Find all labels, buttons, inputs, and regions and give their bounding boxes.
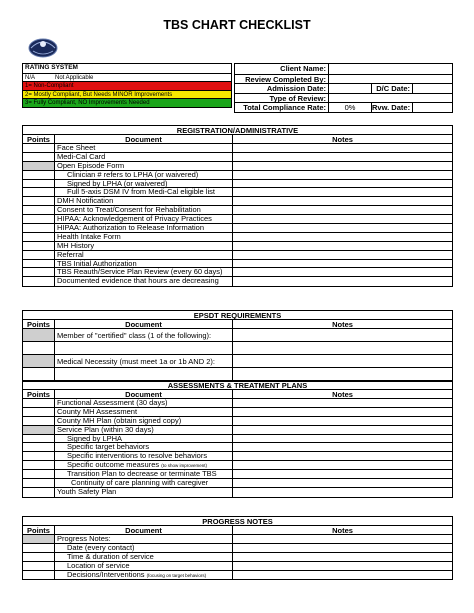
table-row — [23, 461, 452, 470]
document-cell: TBS Reauth/Service Plan Review (every 60 days) — [55, 268, 233, 276]
points-cell[interactable] — [23, 197, 55, 205]
document-cell: Progress Notes: — [55, 535, 233, 543]
points-cell[interactable] — [23, 188, 55, 196]
admission-date-field[interactable] — [329, 84, 371, 93]
notes-header: Notes — [332, 135, 353, 144]
document-header: Document — [55, 320, 233, 328]
points-cell[interactable] — [23, 233, 55, 241]
document-cell — [55, 342, 233, 354]
review-completed-by-field[interactable] — [329, 75, 452, 84]
dc-date-label: D/C Date: — [371, 84, 412, 93]
notes-cell[interactable] — [233, 452, 452, 460]
points-cell[interactable] — [23, 488, 55, 497]
document-cell: Location of service — [55, 562, 233, 570]
admission-date-row — [235, 83, 452, 93]
notes-cell[interactable] — [233, 153, 452, 161]
table-row — [23, 215, 452, 224]
document-cell: Transition Plan to decrease or terminate TBS — [55, 470, 233, 478]
notes-cell[interactable] — [233, 251, 452, 259]
client-info-box — [234, 63, 453, 113]
rvw-date-label: Rvw. Date: — [372, 103, 411, 112]
notes-cell[interactable] — [233, 215, 452, 223]
points-cell[interactable] — [23, 215, 55, 223]
rating-row-3 — [23, 98, 231, 107]
document-cell: Youth Safety Plan — [55, 488, 233, 497]
section-registration — [22, 125, 453, 287]
document-note: (focusing on target behaviors) — [146, 572, 207, 578]
points-cell — [23, 329, 55, 341]
notes-cell[interactable] — [233, 144, 452, 152]
points-cell[interactable] — [23, 544, 55, 552]
dc-date-field[interactable] — [412, 84, 452, 93]
points-cell[interactable] — [23, 144, 55, 152]
rating-label: 1= Non-Compliant — [25, 83, 74, 89]
document-cell — [55, 461, 233, 469]
document-header: Document — [55, 390, 233, 398]
points-cell[interactable] — [23, 443, 55, 451]
client-name-row — [235, 64, 452, 74]
section-title: REGISTRATION/ADMINISTRATIVE — [23, 126, 452, 135]
notes-cell[interactable] — [233, 417, 452, 425]
notes-cell[interactable] — [233, 180, 452, 188]
rating-row-2 — [23, 90, 231, 99]
table-row — [23, 268, 452, 277]
notes-cell[interactable] — [233, 329, 452, 341]
points-cell[interactable] — [23, 399, 55, 407]
document-cell: MH History — [55, 242, 233, 250]
page-title: TBS CHART CHECKLIST — [163, 18, 311, 32]
document-cell: Member of "certified" class (1 of the following): — [55, 329, 233, 341]
rating-system-legend — [22, 63, 232, 108]
points-cell[interactable] — [23, 180, 55, 188]
notes-cell[interactable] — [233, 197, 452, 205]
document-cell: DMH Notification — [55, 197, 233, 205]
table-row — [23, 452, 452, 461]
document-cell: County MH Assessment — [55, 408, 233, 416]
notes-cell[interactable] — [233, 488, 452, 497]
notes-cell[interactable] — [233, 268, 452, 276]
points-cell[interactable] — [23, 417, 55, 425]
table-row — [23, 399, 452, 408]
section-epsdt — [22, 310, 453, 382]
section-title: EPSDT REQUIREMENTS — [23, 311, 452, 320]
notes-cell[interactable] — [233, 562, 452, 570]
table-row — [23, 435, 452, 444]
notes-header: Notes — [332, 320, 353, 329]
points-cell — [23, 355, 55, 367]
table-row — [23, 197, 452, 206]
notes-cell[interactable] — [233, 408, 452, 416]
organization-logo — [27, 33, 59, 61]
points-cell[interactable] — [23, 461, 55, 469]
document-cell: Time & duration of service — [55, 553, 233, 561]
admission-date-label: Admission Date: — [235, 84, 329, 93]
document-cell: Specific interventions to resolve behaviors — [55, 452, 233, 460]
section-title: ASSESSMENTS & TREATMENT PLANS — [23, 381, 452, 390]
document-cell: Clinician # refers to LPHA (or waivered) — [55, 171, 233, 179]
notes-cell[interactable] — [233, 277, 452, 286]
document-header: Document — [55, 135, 233, 143]
notes-cell[interactable] — [233, 242, 452, 250]
table-row — [23, 206, 452, 215]
rating-label: Not Applicable — [55, 74, 94, 81]
table-row — [23, 153, 452, 162]
notes-cell[interactable] — [233, 435, 452, 443]
document-header: Document — [55, 526, 233, 534]
review-completed-by-row — [235, 74, 452, 84]
document-cell: Full 5-axis DSM IV from Medi-Cal eligible list — [55, 188, 233, 196]
points-cell[interactable] — [23, 562, 55, 570]
table-row — [23, 488, 452, 497]
client-name-label: Client Name: — [235, 64, 329, 74]
rating-label: 3= Fully Compliant, NO Improvements Needed — [25, 100, 150, 106]
compliance-rate-row — [235, 102, 452, 112]
table-row — [23, 277, 452, 286]
notes-cell[interactable] — [233, 461, 452, 469]
document-cell: Specific target behaviors — [55, 443, 233, 451]
document-cell: Consent to Treat/Consent for Rehabilitation — [55, 206, 233, 214]
compliance-rate-value: 0% — [344, 103, 356, 112]
document-cell: Health Intake Form — [55, 233, 233, 241]
points-cell[interactable] — [23, 479, 55, 487]
notes-cell[interactable] — [233, 470, 452, 478]
table-row — [23, 417, 452, 426]
points-cell[interactable] — [23, 153, 55, 161]
notes-cell[interactable] — [233, 171, 452, 179]
compliance-rate-label: Total Compliance Rate: — [235, 103, 329, 112]
notes-header: Notes — [332, 390, 353, 399]
points-cell[interactable] — [23, 268, 55, 276]
points-header: Points — [23, 526, 55, 534]
table-row — [23, 188, 452, 197]
section-progress-notes — [22, 516, 453, 580]
table-row — [23, 535, 452, 544]
table-row — [23, 162, 452, 171]
table-row — [23, 544, 452, 553]
rating-label: 2= Mostly Compliant, But Needs MINOR Improvements — [25, 91, 173, 98]
points-cell[interactable] — [23, 342, 55, 354]
column-header — [23, 526, 452, 535]
points-header: Points — [23, 390, 55, 398]
table-row — [23, 470, 452, 479]
document-cell: Medi-Cal Card — [55, 153, 233, 161]
document-cell: Functional Assessment (30 days) — [55, 399, 233, 407]
table-row — [23, 443, 452, 452]
points-cell — [23, 162, 55, 170]
points-cell[interactable] — [23, 452, 55, 460]
notes-cell[interactable] — [233, 553, 452, 561]
notes-cell[interactable] — [233, 355, 452, 367]
table-row — [23, 479, 452, 488]
points-cell[interactable] — [23, 260, 55, 268]
table-row — [23, 171, 452, 180]
notes-cell[interactable] — [233, 544, 452, 552]
notes-cell[interactable] — [233, 233, 452, 241]
points-cell — [23, 535, 55, 543]
document-cell: Continuity of care planning with caregiver — [55, 479, 233, 487]
document-cell: Date (every contact) — [55, 544, 233, 552]
section-title: PROGRESS NOTES — [23, 517, 452, 526]
document-cell: County MH Plan (obtain signed copy) — [55, 417, 233, 425]
notes-header: Notes — [332, 526, 353, 535]
table-row — [23, 260, 452, 269]
points-cell[interactable] — [23, 408, 55, 416]
notes-cell[interactable] — [233, 535, 452, 543]
document-cell — [55, 571, 233, 580]
document-cell: Open Episode Form — [55, 162, 233, 170]
table-row — [23, 342, 452, 355]
table-row — [23, 426, 452, 435]
points-cell[interactable] — [23, 553, 55, 561]
document-cell: Signed by LPHA — [55, 435, 233, 443]
notes-cell[interactable] — [233, 224, 452, 232]
review-completed-by-label: Review Completed By: — [235, 75, 329, 84]
table-row — [23, 553, 452, 562]
table-row — [23, 242, 452, 251]
table-row — [23, 180, 452, 189]
column-header — [23, 390, 452, 399]
points-cell[interactable] — [23, 571, 55, 580]
section-assessments — [22, 380, 453, 498]
notes-cell[interactable] — [233, 188, 452, 196]
type-of-review-label: Type of Review: — [235, 94, 329, 103]
table-row — [23, 144, 452, 153]
points-cell[interactable] — [23, 171, 55, 179]
document-cell: Signed by LPHA (or waivered) — [55, 180, 233, 188]
document-cell: Service Plan (within 30 days) — [55, 426, 233, 434]
table-row — [23, 571, 452, 580]
document-cell: TBS Initial Authorization — [55, 260, 233, 268]
table-row — [23, 251, 452, 260]
table-row — [23, 408, 452, 417]
points-cell[interactable] — [23, 435, 55, 443]
points-header: Points — [23, 320, 55, 328]
points-cell[interactable] — [23, 242, 55, 250]
rvw-date-field[interactable] — [412, 103, 452, 112]
notes-cell[interactable] — [233, 206, 452, 214]
document-cell: HIPAA: Acknowledgement of Privacy Practices — [55, 215, 233, 223]
points-cell[interactable] — [23, 251, 55, 259]
document-cell: HIPAA: Authorization to Release Information — [55, 224, 233, 232]
document-note: (to show improvement) — [161, 463, 207, 469]
notes-cell[interactable] — [233, 399, 452, 407]
document-text: Decisions/Interventions — [67, 570, 145, 579]
column-header — [23, 135, 452, 144]
notes-cell[interactable] — [233, 571, 452, 580]
table-row — [23, 224, 452, 233]
points-cell[interactable] — [23, 277, 55, 286]
rating-row-1 — [23, 81, 231, 90]
table-row — [23, 329, 452, 342]
notes-cell[interactable] — [233, 162, 452, 170]
document-cell: Documented evidence that hours are decreasing — [55, 277, 233, 286]
notes-cell[interactable] — [233, 426, 452, 434]
points-cell[interactable] — [23, 206, 55, 214]
notes-cell[interactable] — [233, 443, 452, 451]
document-cell: Medical Necessity (must meet 1a or 1b AND 2): — [55, 355, 233, 367]
table-row — [23, 233, 452, 242]
type-of-review-field[interactable] — [329, 94, 452, 103]
table-row — [23, 355, 452, 368]
points-header: Points — [23, 135, 55, 143]
rating-code: N/A — [25, 74, 36, 81]
points-cell[interactable] — [23, 470, 55, 478]
rating-row-na — [23, 73, 231, 82]
document-cell: Face Sheet — [55, 144, 233, 152]
notes-cell[interactable] — [233, 260, 452, 268]
table-row — [23, 562, 452, 571]
points-cell — [23, 426, 55, 434]
client-name-field[interactable] — [329, 64, 452, 74]
document-text: Specific outcome measures — [67, 461, 160, 470]
column-header — [23, 320, 452, 329]
document-cell: Referral — [55, 251, 233, 259]
points-cell[interactable] — [23, 224, 55, 232]
type-of-review-row — [235, 93, 452, 103]
rating-header: RATING SYSTEM — [25, 64, 78, 71]
notes-cell[interactable] — [233, 342, 452, 354]
notes-cell[interactable] — [233, 479, 452, 487]
